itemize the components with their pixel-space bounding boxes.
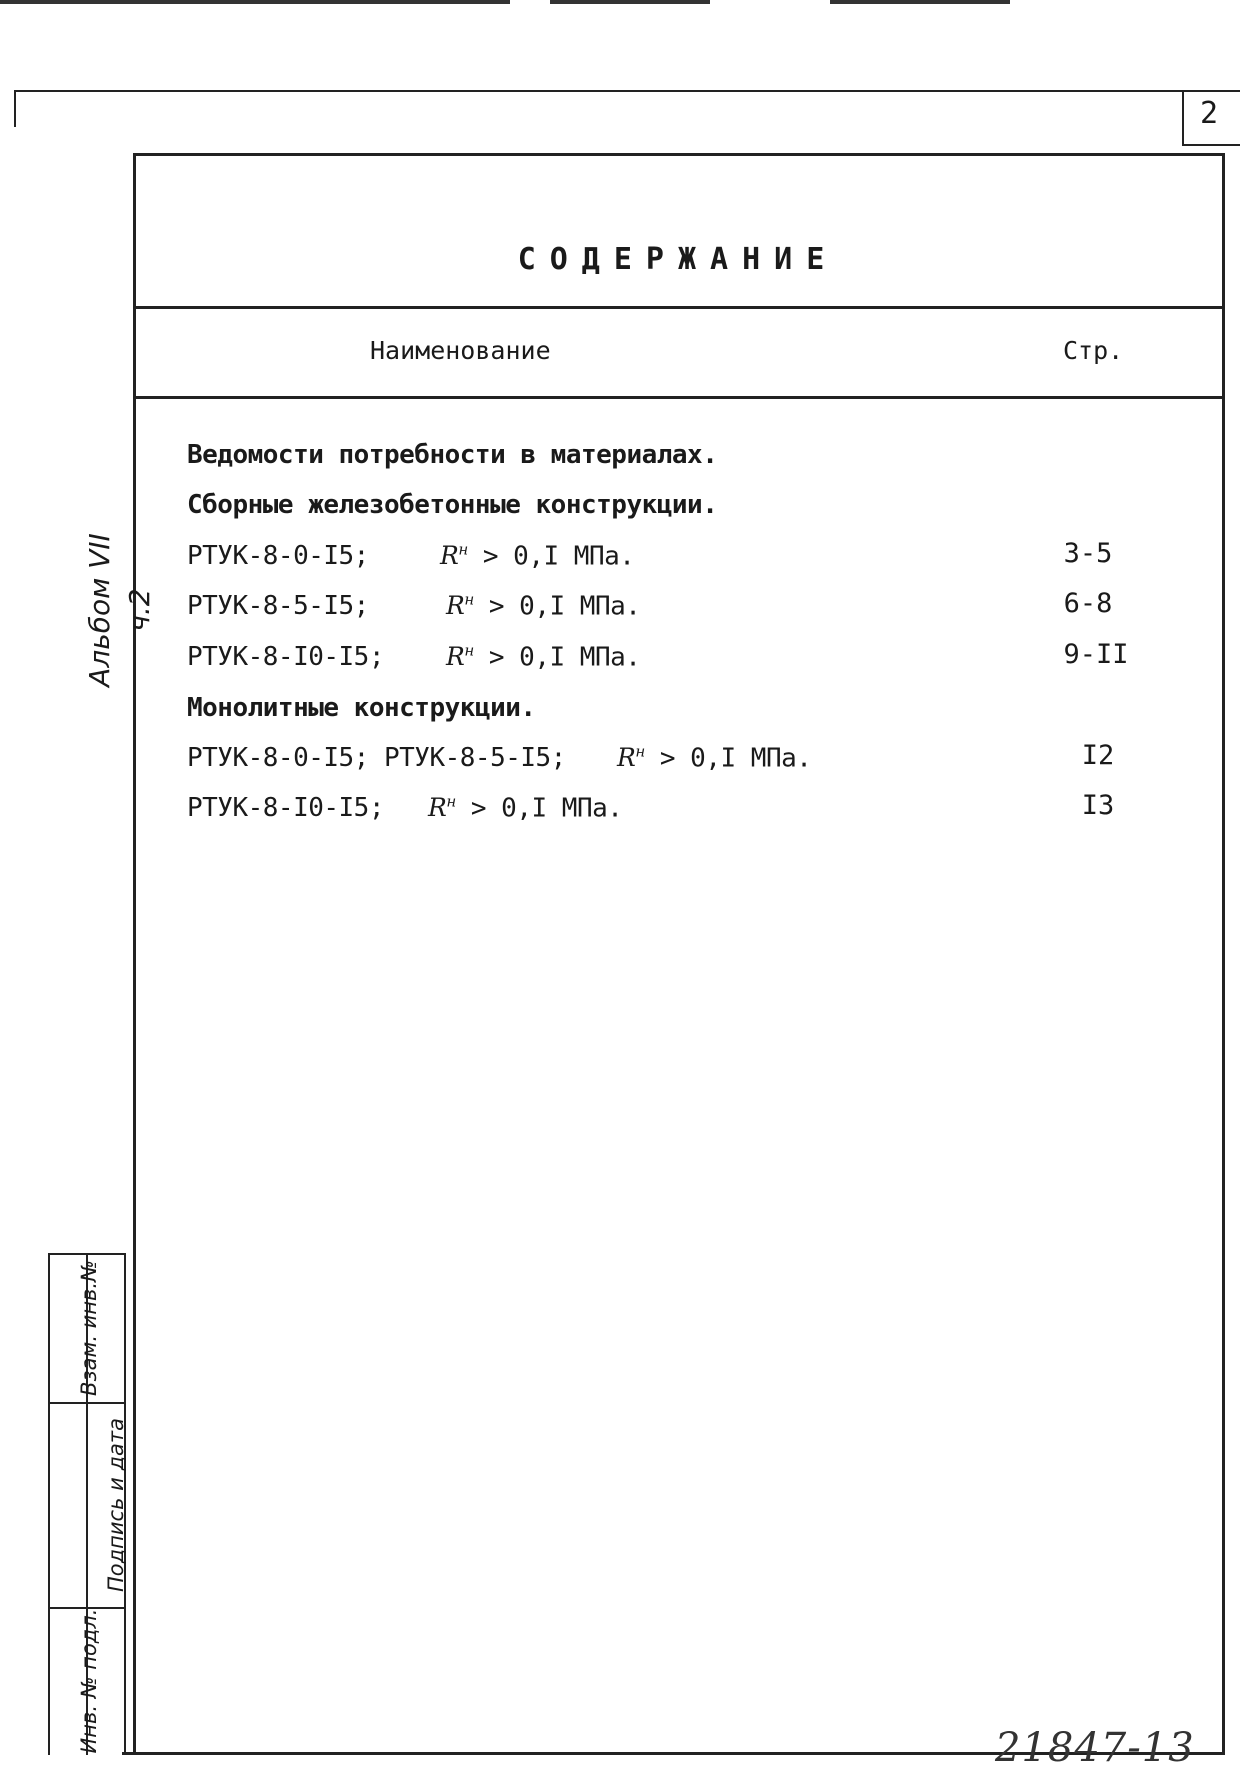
stamp-label-replace-inv: Взам. инв.№: [77, 1260, 101, 1396]
contents-title: СОДЕРЖАНИЕ: [517, 242, 839, 277]
item-condition: $R^н > 0,I$ МПа.: [446, 642, 641, 673]
item-condition: $R^н > 0,I$ МПа.: [617, 743, 812, 774]
item-code: РТУК-8-I0-I5;: [187, 793, 384, 823]
scan-edge-mark: [830, 0, 1010, 4]
item-pages: I3: [1081, 790, 1115, 821]
contents-item: [187, 743, 566, 773]
column-header-name: Наименование: [370, 336, 551, 365]
scan-edge-mark: [0, 0, 510, 4]
item-condition: $R^н > 0,I$ МПа.: [440, 541, 635, 572]
r-symbol: $R^н$: [440, 541, 468, 571]
item-pages: 6-8: [1063, 588, 1113, 619]
item-condition: $R^н > 0,I$ МПа.: [446, 591, 641, 622]
contents-item: [187, 793, 384, 823]
item-code: РТУК-8-0-I5; РТУК-8-5-I5;: [187, 743, 566, 773]
scan-edge-mark: [550, 0, 710, 4]
stamp-label-inv-orig: Инв. № подл.: [77, 1608, 101, 1754]
contents-item: [187, 591, 369, 621]
stamp-left: [48, 1253, 50, 1755]
r-symbol: $R^н$: [428, 793, 456, 823]
title-divider: [133, 306, 1225, 309]
header-divider: [133, 396, 1225, 399]
r-symbol: $R^н$: [446, 591, 474, 621]
sheet-box-bottom: [1182, 144, 1240, 146]
section-heading-monolithic: Монолитные конструкции.: [187, 693, 536, 723]
item-code: РТУК-8-5-I5;: [187, 591, 369, 621]
sheet-number: 2: [1200, 96, 1219, 131]
outer-frame-left: [14, 90, 16, 127]
item-code: РТУК-8-I0-I5;: [187, 642, 384, 672]
item-pages: I2: [1081, 740, 1115, 771]
frame-right: [1222, 153, 1225, 1753]
section-heading-materials: Ведомости потребности в материалах.: [187, 440, 718, 470]
r-symbol: $R^н$: [446, 642, 474, 672]
sheet-box-left: [1182, 90, 1184, 146]
stamp-label-sign-date: Подпись и дата: [104, 1418, 128, 1592]
contents-item: [187, 642, 384, 672]
contents-item: [187, 541, 369, 571]
item-code: РТУК-8-0-I5;: [187, 541, 369, 571]
document-number: 21847-13: [995, 1725, 1195, 1771]
outer-frame-top: [14, 90, 1240, 92]
r-symbol: $R^н$: [617, 743, 645, 773]
column-header-page: Стр.: [1063, 336, 1124, 365]
item-pages: 9-II: [1063, 639, 1129, 670]
stamp-divider: [48, 1402, 126, 1404]
frame-top: [133, 153, 1225, 156]
album-note: Альбом VII ч.2: [83, 533, 156, 687]
section-heading-precast: Сборные железобетонные конструкции.: [187, 490, 718, 520]
item-condition: $R^н > 0,I$ МПа.: [428, 793, 623, 824]
item-pages: 3-5: [1063, 538, 1113, 569]
